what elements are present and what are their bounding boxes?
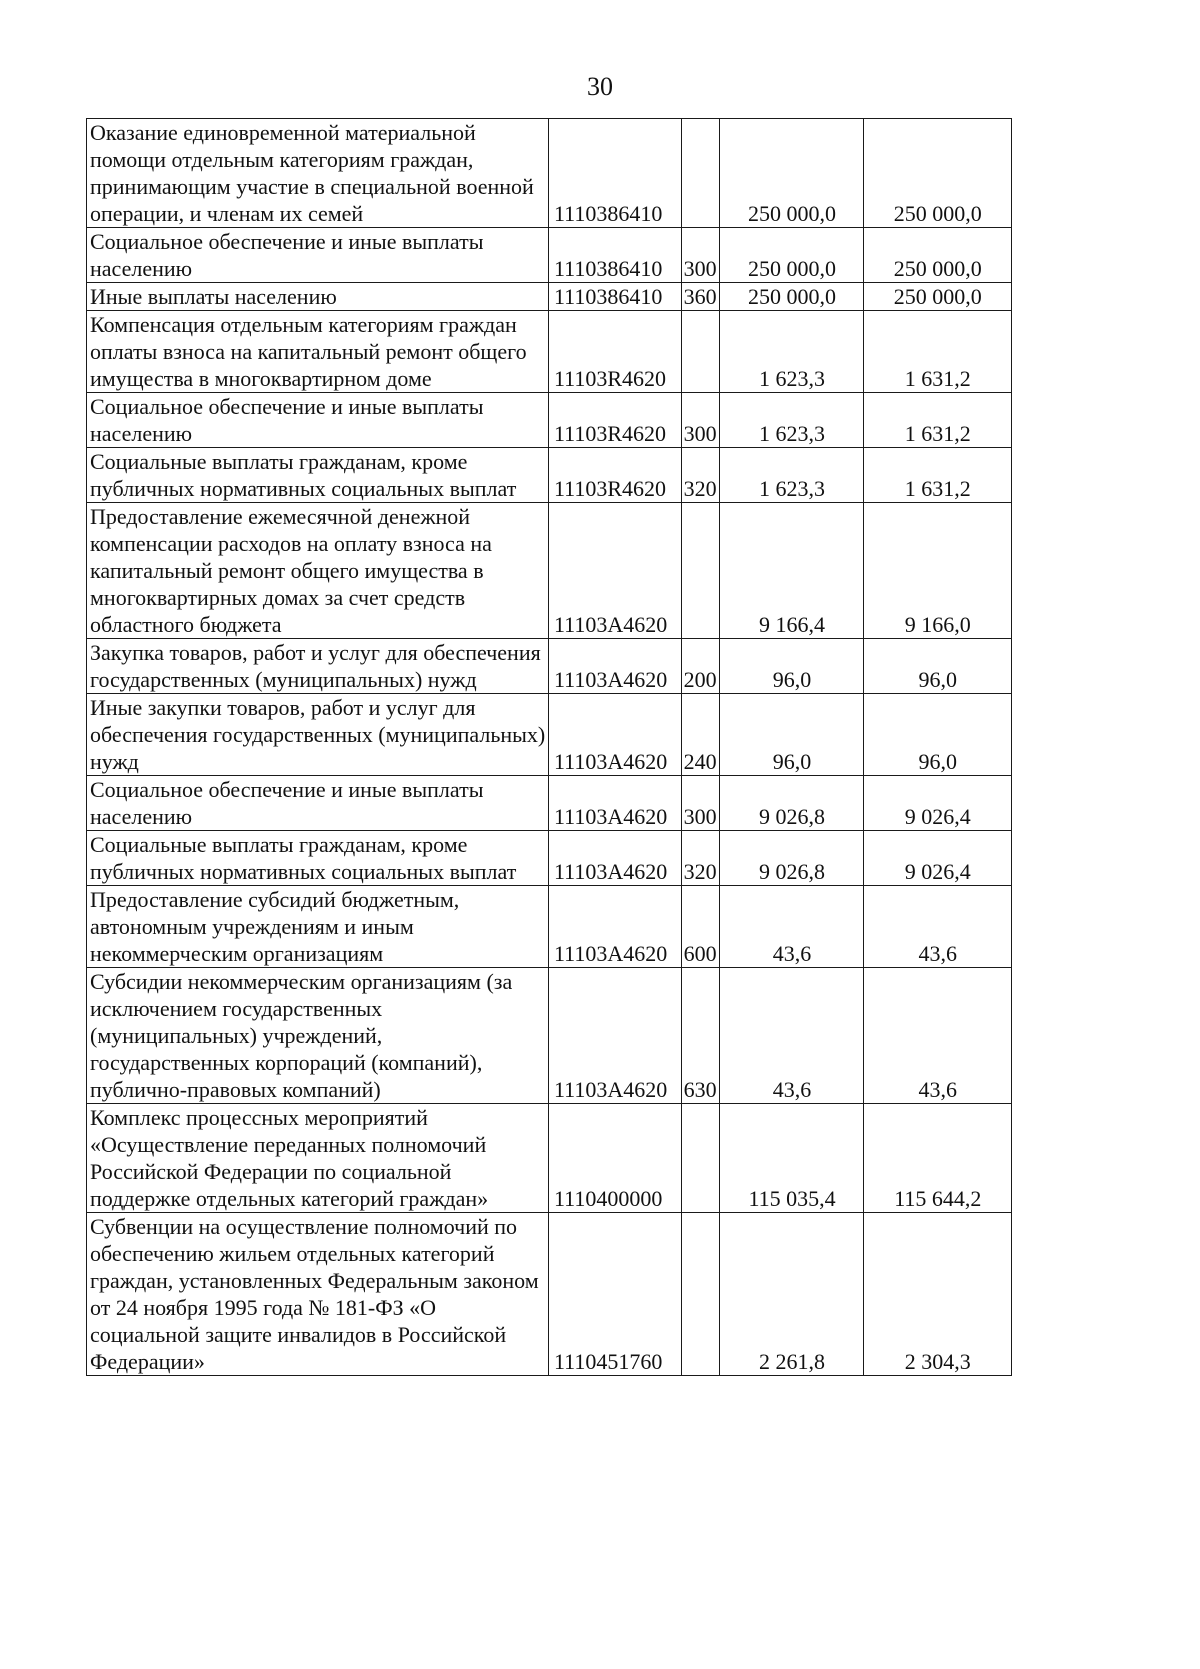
row-code-cell: 11103A4620 bbox=[548, 639, 681, 694]
row-value2-cell: 1 631,2 bbox=[863, 448, 1011, 503]
row-value2-cell: 1 631,2 bbox=[863, 393, 1011, 448]
table-row bbox=[87, 1104, 1012, 1213]
row-type-cell bbox=[681, 503, 720, 639]
row-type-cell: 600 bbox=[681, 886, 720, 968]
table-row bbox=[87, 311, 1012, 393]
table-row bbox=[87, 831, 1012, 886]
row-name-cell: Иные выплаты населению bbox=[87, 283, 549, 311]
row-value2-cell: 43,6 bbox=[863, 968, 1011, 1104]
row-name-cell: Закупка товаров, работ и услуг для обеспечения государственных (муниципальных) нужд bbox=[87, 639, 549, 694]
row-value2-cell: 43,6 bbox=[863, 886, 1011, 968]
row-type-cell bbox=[681, 1213, 720, 1376]
row-name-cell: Социальное обеспечение и иные выплаты населению bbox=[87, 776, 549, 831]
row-code-cell: 11103A4620 bbox=[548, 968, 681, 1104]
row-name-cell: Предоставление ежемесячной денежной компенсации расходов на оплату взноса на капитальный ремонт общего имущества в многоквартирных домах за счет средств областного бюджета bbox=[87, 503, 549, 639]
table-body bbox=[87, 119, 1012, 1376]
row-type-cell: 300 bbox=[681, 393, 720, 448]
row-name-cell: Социальные выплаты гражданам, кроме публичных нормативных социальных выплат bbox=[87, 448, 549, 503]
row-value2-cell: 2 304,3 bbox=[863, 1213, 1011, 1376]
row-value1-cell: 115 035,4 bbox=[720, 1104, 863, 1213]
row-value1-cell: 250 000,0 bbox=[720, 228, 863, 283]
row-value1-cell: 43,6 bbox=[720, 968, 863, 1104]
row-value2-cell: 250 000,0 bbox=[863, 119, 1011, 228]
row-value1-cell: 250 000,0 bbox=[720, 119, 863, 228]
row-code-cell: 1110386410 bbox=[548, 283, 681, 311]
row-code-cell: 11103A4620 bbox=[548, 831, 681, 886]
row-code-cell: 11103R4620 bbox=[548, 393, 681, 448]
row-value1-cell: 9 166,4 bbox=[720, 503, 863, 639]
row-name-cell: Социальные выплаты гражданам, кроме публичных нормативных социальных выплат bbox=[87, 831, 549, 886]
row-code-cell: 1110386410 bbox=[548, 228, 681, 283]
row-code-cell: 1110386410 bbox=[548, 119, 681, 228]
row-value1-cell: 9 026,8 bbox=[720, 831, 863, 886]
table-row bbox=[87, 886, 1012, 968]
row-value2-cell: 96,0 bbox=[863, 694, 1011, 776]
row-code-cell: 11103A4620 bbox=[548, 776, 681, 831]
row-code-cell: 11103A4620 bbox=[548, 886, 681, 968]
row-code-cell: 11103A4620 bbox=[548, 694, 681, 776]
row-value2-cell: 250 000,0 bbox=[863, 283, 1011, 311]
row-value1-cell: 9 026,8 bbox=[720, 776, 863, 831]
row-value1-cell: 1 623,3 bbox=[720, 448, 863, 503]
row-value1-cell: 1 623,3 bbox=[720, 311, 863, 393]
row-value2-cell: 1 631,2 bbox=[863, 311, 1011, 393]
row-value1-cell: 1 623,3 bbox=[720, 393, 863, 448]
row-name-cell: Субвенции на осуществление полномочий по обеспечению жильем отдельных категорий граждан, установленных Федеральным законом от 24 ноября 1995 года № 181-ФЗ «О социальной защите инвалидов в Российской Федерации» bbox=[87, 1213, 549, 1376]
row-name-cell: Предоставление субсидий бюджетным, автономным учреждениям и иным некоммерческим организациям bbox=[87, 886, 549, 968]
row-type-cell: 320 bbox=[681, 448, 720, 503]
row-name-cell: Социальное обеспечение и иные выплаты населению bbox=[87, 393, 549, 448]
row-type-cell: 630 bbox=[681, 968, 720, 1104]
page-number: 30 bbox=[587, 72, 613, 101]
row-value2-cell: 96,0 bbox=[863, 639, 1011, 694]
row-value1-cell: 96,0 bbox=[720, 639, 863, 694]
row-value2-cell: 9 166,0 bbox=[863, 503, 1011, 639]
row-value2-cell: 9 026,4 bbox=[863, 776, 1011, 831]
row-name-cell: Иные закупки товаров, работ и услуг для обеспечения государственных (муниципальных) нужд bbox=[87, 694, 549, 776]
table-row bbox=[87, 968, 1012, 1104]
row-type-cell: 360 bbox=[681, 283, 720, 311]
row-type-cell: 200 bbox=[681, 639, 720, 694]
row-code-cell: 11103R4620 bbox=[548, 448, 681, 503]
row-value1-cell: 250 000,0 bbox=[720, 283, 863, 311]
table-row bbox=[87, 228, 1012, 283]
table-row bbox=[87, 694, 1012, 776]
budget-table bbox=[86, 118, 1012, 1376]
row-name-cell: Оказание единовременной материальной помощи отдельным категориям граждан, принимающим участие в специальной военной операции, и членам их семей bbox=[87, 119, 549, 228]
row-value1-cell: 43,6 bbox=[720, 886, 863, 968]
row-code-cell: 1110451760 bbox=[548, 1213, 681, 1376]
row-type-cell bbox=[681, 311, 720, 393]
row-name-cell: Субсидии некоммерческим организациям (за исключением государственных (муниципальных) учреждений, государственных корпораций (компаний), публично-правовых компаний) bbox=[87, 968, 549, 1104]
table-row bbox=[87, 283, 1012, 311]
row-value2-cell: 250 000,0 bbox=[863, 228, 1011, 283]
row-value2-cell: 115 644,2 bbox=[863, 1104, 1011, 1213]
table-row bbox=[87, 448, 1012, 503]
table-row bbox=[87, 503, 1012, 639]
row-code-cell: 11103A4620 bbox=[548, 503, 681, 639]
table-row bbox=[87, 1213, 1012, 1376]
row-code-cell: 1110400000 bbox=[548, 1104, 681, 1213]
row-type-cell: 300 bbox=[681, 776, 720, 831]
row-type-cell bbox=[681, 119, 720, 228]
table-row bbox=[87, 119, 1012, 228]
row-name-cell: Компенсация отдельным категориям граждан оплаты взноса на капитальный ремонт общего имущества в многоквартирном доме bbox=[87, 311, 549, 393]
table-row bbox=[87, 776, 1012, 831]
row-value2-cell: 9 026,4 bbox=[863, 831, 1011, 886]
row-code-cell: 11103R4620 bbox=[548, 311, 681, 393]
row-name-cell: Комплекс процессных мероприятий «Осуществление переданных полномочий Российской Федерации по социальной поддержке отдельных категорий граждан» bbox=[87, 1104, 549, 1213]
row-name-cell: Социальное обеспечение и иные выплаты населению bbox=[87, 228, 549, 283]
row-value1-cell: 96,0 bbox=[720, 694, 863, 776]
row-type-cell bbox=[681, 1104, 720, 1213]
row-type-cell: 300 bbox=[681, 228, 720, 283]
row-value1-cell: 2 261,8 bbox=[720, 1213, 863, 1376]
row-type-cell: 320 bbox=[681, 831, 720, 886]
row-type-cell: 240 bbox=[681, 694, 720, 776]
table-row bbox=[87, 639, 1012, 694]
table-row bbox=[87, 393, 1012, 448]
